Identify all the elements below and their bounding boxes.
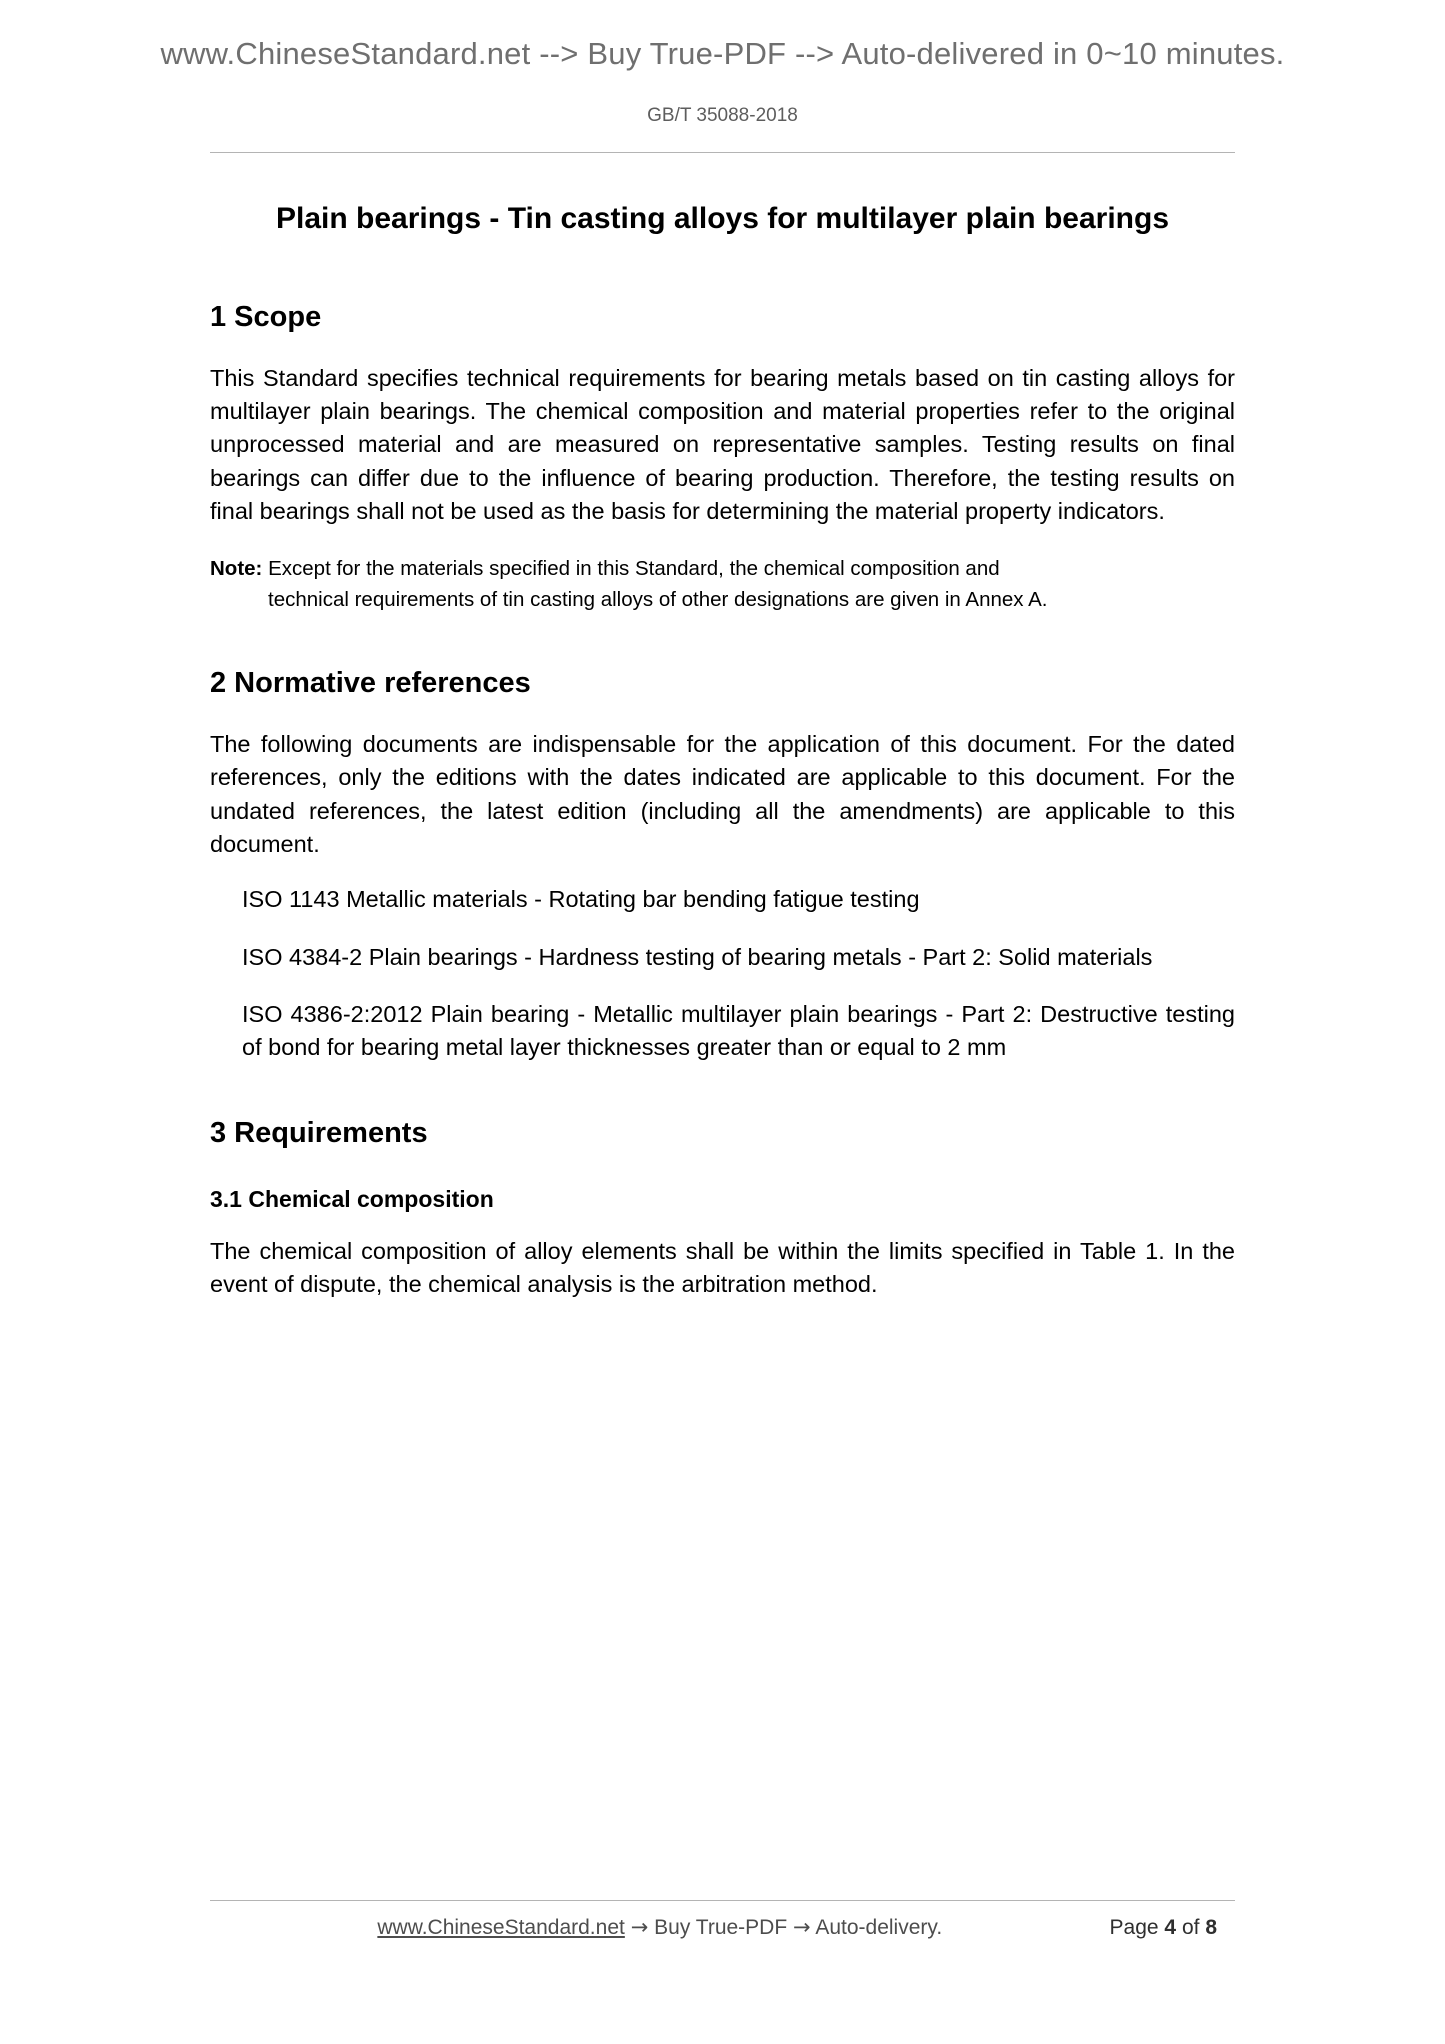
watermark-banner: www.ChineseStandard.net --> Buy True-PDF --> Auto-delivered in 0~10 minutes.: [160, 36, 1285, 71]
subsection-heading-chemical-composition: 3.1 Chemical composition: [210, 1185, 494, 1212]
header-divider: [210, 152, 1235, 153]
reference-item: ISO 4384-2 Plain bearings - Hardness testing of bearing metals - Part 2: Solid materials: [242, 943, 1153, 970]
arrow-right-icon: →: [793, 1915, 811, 1939]
footer-promo: [210, 1915, 1110, 1940]
arrow-right-icon: →: [630, 1915, 649, 1939]
scope-paragraph: This Standard specifies technical requirements for bearing metals based on tin casting alloys for multilayer plain bearings. The chemical composition and material properties refer to the original unprocessed material and are measured on representative samples. Testing results on final bearings can differ due to the influence of bearing production. Therefore, the testing results on final bearings shall not be used as the basis for determining the material property indicators.: [210, 364, 1235, 524]
section-heading-requirements: 3 Requirements: [210, 1116, 428, 1149]
page-label: Page: [1109, 1916, 1159, 1939]
footer-divider: [210, 1900, 1235, 1901]
chemical-composition-paragraph: The chemical composition of alloy elements shall be within the limits specified in Table 1. In the event of dispute, the chemical analysis is the arbitration method.: [210, 1237, 1235, 1298]
note-text: Except for the materials specified in this Standard, the chemical composition and: [268, 557, 1000, 581]
normative-references-paragraph: The following documents are indispensable for the application of this document. For the dated references, only the editions with the dates indicated are applicable to this document. For the undated references, the latest edition (including all the amendments) are applicable to this document.: [210, 730, 1235, 858]
page-title: Plain bearings - Tin casting alloys for multilayer plain bearings: [275, 202, 1169, 235]
reference-item: ISO 4386-2:2012 Plain bearing - Metallic multilayer plain bearings - Part 2: Destructive testing of bond for bearing metal layer thicknesses greater than or equal to 2 mm: [242, 1001, 1235, 1061]
section-heading-normative-references: 2 Normative references: [210, 666, 531, 699]
footer-site-link[interactable]: www.ChineseStandard.net: [377, 1916, 625, 1939]
footer-buy-label: Buy True-PDF: [654, 1916, 788, 1939]
standard-code: GB/T 35088-2018: [647, 105, 798, 126]
page-indicator: [1110, 1916, 1235, 1940]
scope-note: [210, 554, 1235, 615]
section-heading-scope: 1 Scope: [210, 300, 322, 333]
page-number: 4: [1164, 1916, 1177, 1939]
reference-item: ISO 1143 Metallic materials - Rotating bar bending fatigue testing: [242, 886, 920, 913]
page-total: 8: [1205, 1916, 1217, 1939]
footer-delivery-label: Auto-delivery.: [815, 1916, 943, 1939]
document-body: [210, 190, 1235, 1324]
note-text-continued: technical requirements of tin casting alloys of other designations are given in Annex A.: [268, 587, 1048, 611]
of-label: of: [1181, 1916, 1200, 1939]
note-label: Note:: [210, 557, 263, 581]
page-footer: [210, 1900, 1235, 1940]
